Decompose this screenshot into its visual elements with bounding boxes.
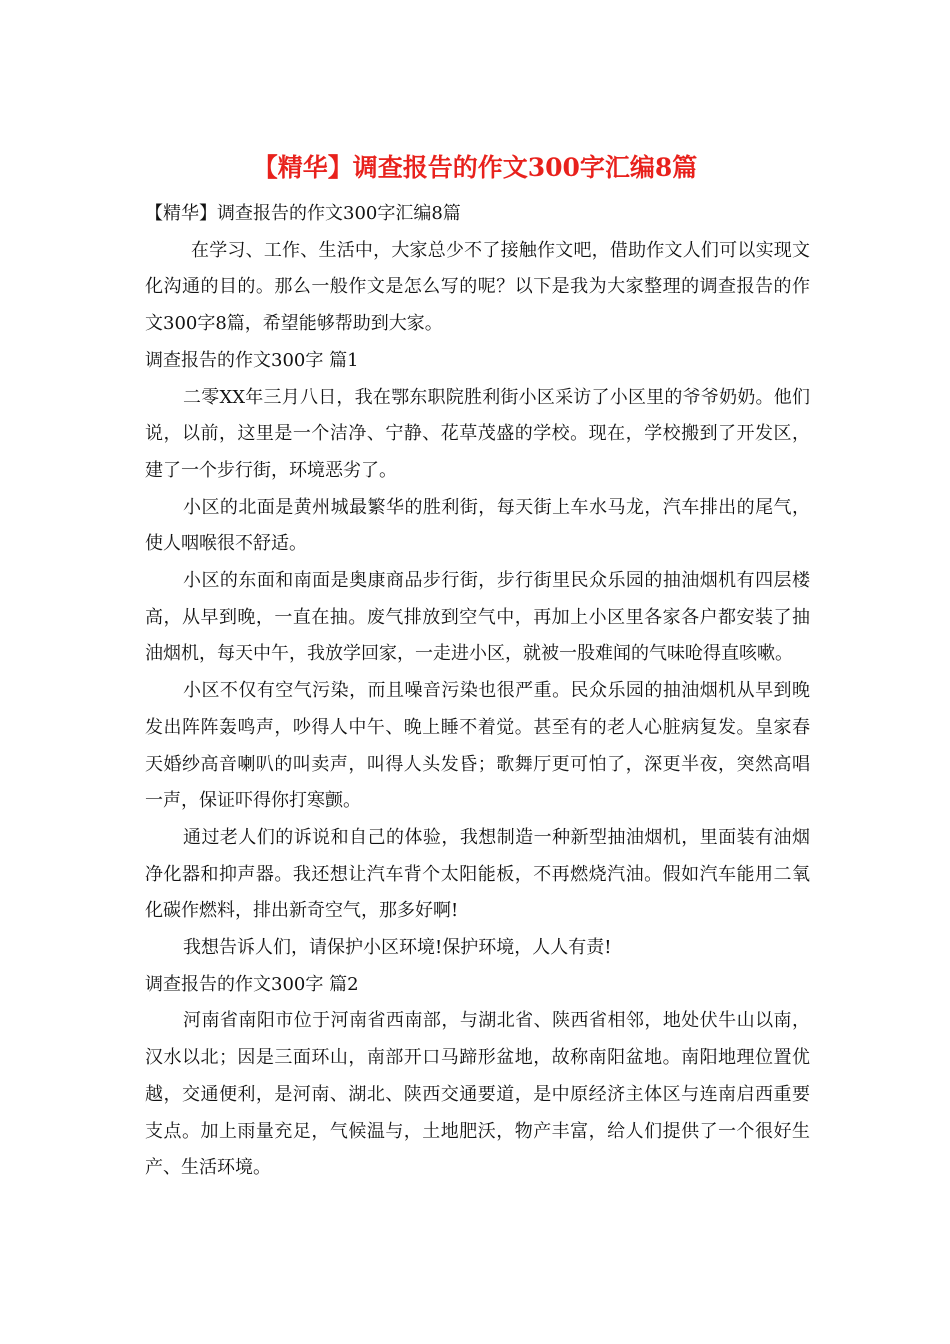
intro-paragraph: 在学习、工作、生活中，大家总少不了接触作文吧，借助作文人们可以实现文化沟通的目的。那么一般作文是怎么写的呢？以下是我为大家整理的调查报告的作文300字8篇，希望能够帮助到大家。	[145, 239, 810, 335]
body-paragraph: 小区的北面是黄州城最繁华的胜利街，每天街上车水马龙，汽车排出的尾气，使人咽喉很不舒适。	[145, 496, 810, 555]
document-subtitle: 【精华】调查报告的作文300字汇编8篇	[145, 203, 461, 224]
body-paragraph: 小区的东面和南面是奥康商品步行街，步行街里民众乐园的抽油烟机有四层楼高，从早到晚，一直在抽。废气排放到空气中，再加上小区里各家各户都安装了抽油烟机，每天中午，我放学回家，一走进小区，就被一股难闻的气味呛得直咳嗽。	[145, 570, 810, 665]
section-heading-2: 调查报告的作文300字 篇2	[145, 973, 359, 995]
body-paragraph: 我想告诉人们，请保护小区环境!保护环境，人人有责!	[183, 937, 612, 959]
section-heading-1: 调查报告的作文300字 篇1	[145, 349, 359, 371]
document-body	[145, 196, 810, 1187]
body-paragraph: 小区不仅有空气污染，而且噪音污染也很严重。民众乐园的抽油烟机从早到晚发出阵阵轰鸣声，吵得人中午、晚上睡不着觉。甚至有的老人心脏病复发。皇家春天婚纱高音喇叭的叫卖声，叫得人头发昏；歌舞厅更可怕了，深更半夜，突然高唱一声，保证吓得你打寒颤。	[145, 680, 810, 812]
body-paragraph: 河南省南阳市位于河南省西南部，与湖北省、陕西省相邻，地处伏牛山以南，汉水以北；因是三面环山，南部开口马蹄形盆地，故称南阳盆地。南阳地理位置优越，交通便利，是河南、湖北、陕西交通要道，是中原经济主体区与连南启西重要支点。加上雨量充足，气候温与，土地肥沃，物产丰富，给人们提供了一个很好生产、生活环境。	[145, 1010, 810, 1179]
body-paragraph: 二零XX年三月八日，我在鄂东职院胜利街小区采访了小区里的爷爷奶奶。他们说，以前，这里是一个洁净、宁静、花草茂盛的学校。现在，学校搬到了开发区，建了一个步行街，环境恶劣了。	[145, 386, 810, 481]
document-title: 【精华】调查报告的作文300字汇编8篇	[252, 153, 698, 182]
body-paragraph: 通过老人们的诉说和自己的体验，我想制造一种新型抽油烟机，里面装有油烟净化器和抑声器。我还想让汽车背个太阳能板，不再燃烧汽油。假如汽车能用二氧化碳作燃料，排出新奇空气，那多好啊!	[145, 826, 810, 922]
